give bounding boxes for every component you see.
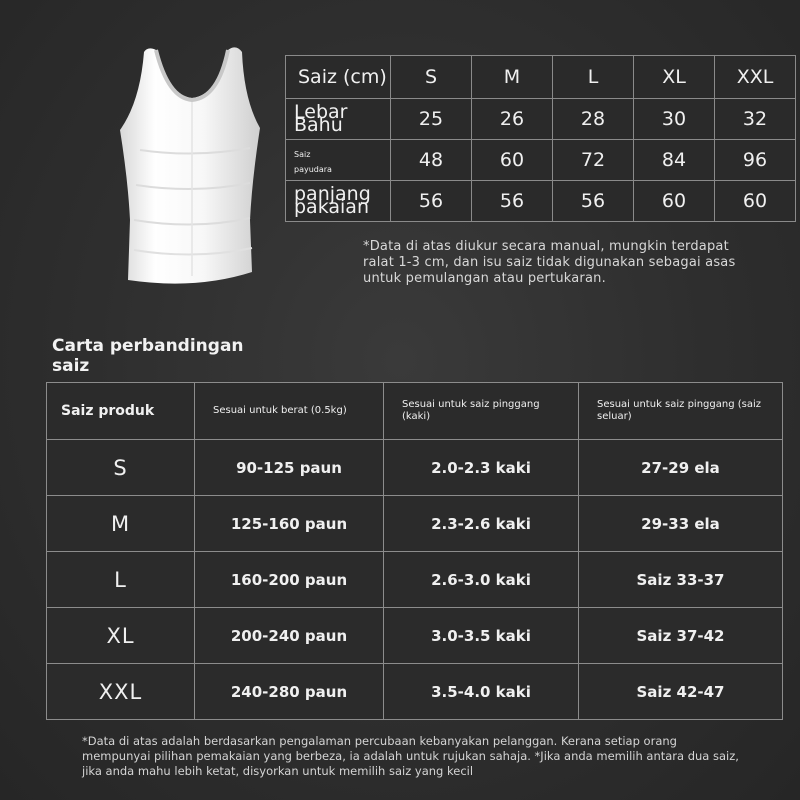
- measure-cell: 25: [391, 99, 472, 140]
- measure-cell: 56: [391, 181, 472, 222]
- size-cell: M: [47, 496, 195, 552]
- measure-cell: 26: [472, 99, 553, 140]
- weight-cell: 200-240 paun: [195, 608, 384, 664]
- weight-cell: 240-280 paun: [195, 664, 384, 720]
- size-cell: XL: [47, 608, 195, 664]
- measure-cell: 56: [472, 181, 553, 222]
- size-header: M: [472, 56, 553, 99]
- size-header: L: [553, 56, 634, 99]
- measure-cell: 32: [715, 99, 796, 140]
- size-unit-header: Saiz (cm): [286, 56, 391, 99]
- measurement-disclaimer: *Data di atas diukur secara manual, mungkin terdapat ralat 1-3 cm, dan isu saiz tidak digunakan sebagai asas untuk pemulangan atau pertukaran.: [363, 239, 736, 286]
- row-label-text: panjang pakaian: [294, 183, 371, 218]
- measure-cell: 60: [715, 181, 796, 222]
- table-row: [47, 664, 783, 720]
- waist-feet-cell: 2.6-3.0 kaki: [384, 552, 579, 608]
- col-header-weight: Sesuai untuk berat (0.5kg): [195, 383, 384, 440]
- weight-cell: 125-160 paun: [195, 496, 384, 552]
- table-row: [47, 608, 783, 664]
- usage-disclaimer: *Data di atas adalah berdasarkan pengalaman percubaan kebanyakan pelanggan. Kerana setiap orang mempunyai pilihan pemakaian yang berbeza, ia adalah untuk rujukan sahaja. *Jika anda memilih antara dua saiz, jika anda mahu lebih ketat, disyorkan untuk memilih saiz yang kecil: [82, 734, 739, 778]
- waist-pants-cell: Saiz 37-42: [579, 608, 783, 664]
- table-row: [47, 440, 783, 496]
- col-header-waist-feet: Sesuai untuk saiz pinggang (kaki): [384, 383, 579, 440]
- waist-feet-cell: 3.0-3.5 kaki: [384, 608, 579, 664]
- measure-cell: 60: [472, 140, 553, 181]
- row-label-length: [286, 181, 391, 222]
- col-header-size: Saiz produk: [47, 383, 195, 440]
- size-cell: S: [47, 440, 195, 496]
- section-title: Carta perbandingan saiz: [52, 336, 244, 376]
- size-header: XL: [634, 56, 715, 99]
- size-measurement-table: [285, 55, 796, 222]
- waist-feet-cell: 3.5-4.0 kaki: [384, 664, 579, 720]
- row-label-text: Lebar Bahu: [294, 101, 348, 136]
- row-label-text: Saiz payudara: [294, 150, 332, 174]
- waist-pants-cell: Saiz 33-37: [579, 552, 783, 608]
- weight-cell: 160-200 paun: [195, 552, 384, 608]
- measure-cell: 84: [634, 140, 715, 181]
- white-tank-top-image: [100, 40, 280, 300]
- size-cell: L: [47, 552, 195, 608]
- table-row: [47, 552, 783, 608]
- waist-pants-cell: Saiz 42-47: [579, 664, 783, 720]
- waist-feet-cell: 2.0-2.3 kaki: [384, 440, 579, 496]
- measure-cell: 28: [553, 99, 634, 140]
- size-cell: XXL: [47, 664, 195, 720]
- col-header-waist-pants: Sesuai untuk saiz pinggang (saiz seluar): [579, 383, 783, 440]
- waist-pants-cell: 29-33 ela: [579, 496, 783, 552]
- waist-pants-cell: 27-29 ela: [579, 440, 783, 496]
- table-row: [47, 496, 783, 552]
- measure-cell: 48: [391, 140, 472, 181]
- row-label-chest: [286, 140, 391, 181]
- measure-cell: 96: [715, 140, 796, 181]
- size-header: XXL: [715, 56, 796, 99]
- measure-cell: 60: [634, 181, 715, 222]
- waist-feet-cell: 2.3-2.6 kaki: [384, 496, 579, 552]
- row-label-shoulder: [286, 99, 391, 140]
- weight-cell: 90-125 paun: [195, 440, 384, 496]
- size-comparison-table: [46, 382, 783, 720]
- size-header: S: [391, 56, 472, 99]
- measure-cell: 72: [553, 140, 634, 181]
- measure-cell: 56: [553, 181, 634, 222]
- measure-cell: 30: [634, 99, 715, 140]
